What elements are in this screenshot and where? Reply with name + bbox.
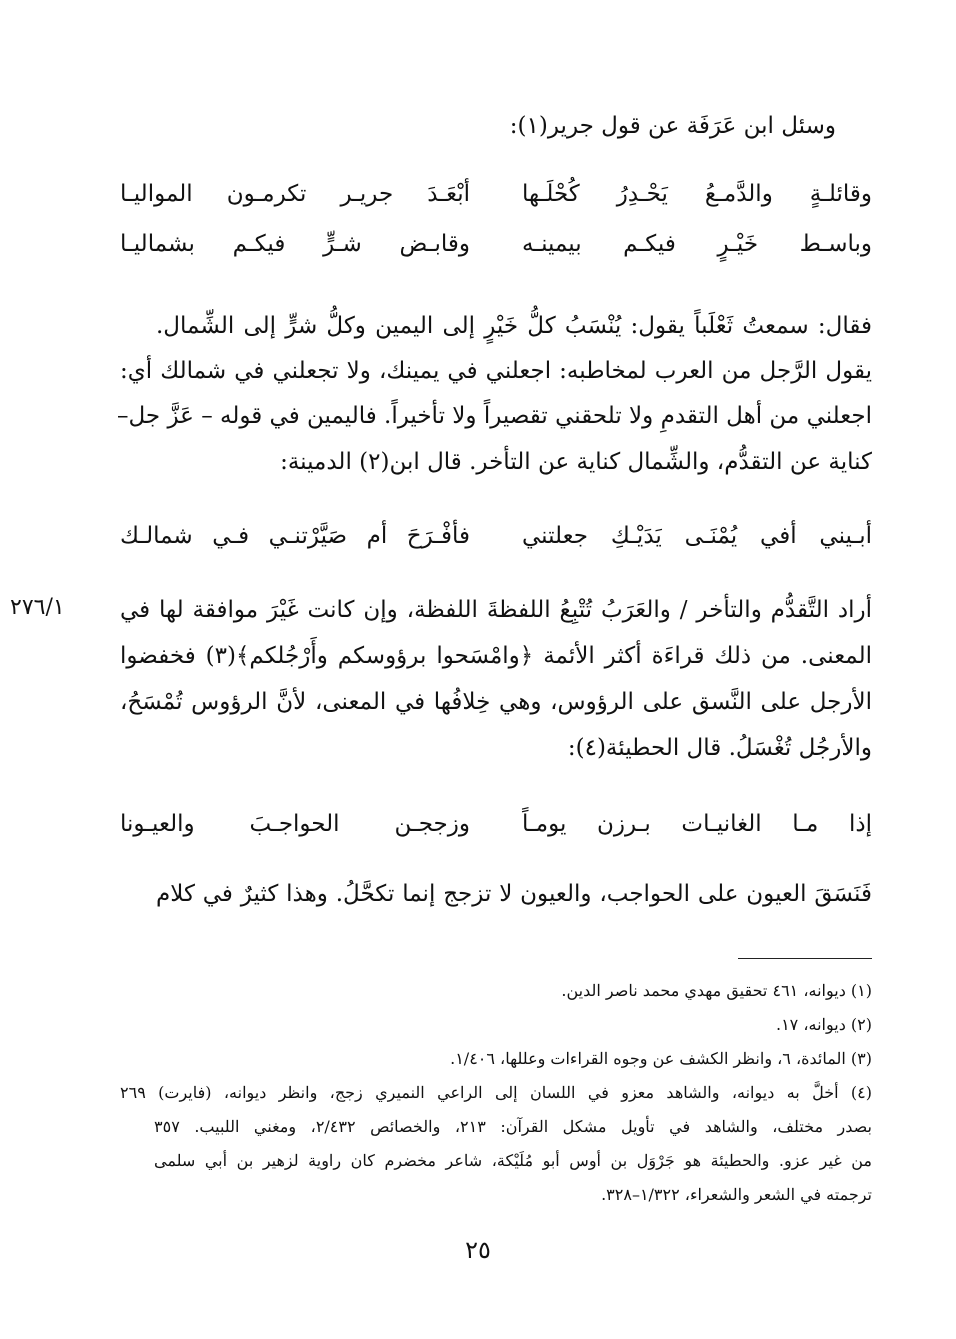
paragraph-2-line-3: الأرجل على النَّسق على الرؤوس، وهي خِلافُها في المعنى، لأنَّ الرؤوس تُمْسَحُ، <box>120 689 872 715</box>
verse-hemistich-left: وقابـض شـرٍّ فيكـم بشماليـا <box>120 231 470 257</box>
verse-3 <box>120 806 872 842</box>
paragraph-1-line-2: يقول الرَّجل من العرب لمخاطبه: اجعلني في يمينك، ولا تجعلني في شمالك أي: <box>120 358 872 384</box>
verse-hemistich-right: أبـيني أفي يُمْنَـى يَدَيْـكِ جعلتني <box>522 523 872 549</box>
verse-hemistich-left: فأفْـرَحَ أم صَيَّرْتنـي فـي شمالـك <box>120 523 470 549</box>
paragraph-1-line-3: اجعلني من أهل التقدمِ ولا تلحقني تقصيراً ولا تأخيراً. فاليمين في قوله – عَزَّ جل– <box>117 403 872 429</box>
paragraph-1-line-4: كناية عن التقدُّم، والشِّمال كناية عن التأخر. قال ابن(٢) الدمينة: <box>280 449 872 475</box>
footnote-2: (٢) ديوانه، ١٧. <box>775 1015 872 1034</box>
verse-hemistich-left: أبْعَـدَ جريـر تكرمـون المواليـا <box>120 181 470 207</box>
footnote-3: (٣) المائدة، ٦، وانظر الكشف عن وجوه القراءات وعللها، ١/٤٠٦. <box>450 1049 872 1068</box>
intro-line: وسئل ابن عَرَفَة عن قول جرير(١): <box>509 113 836 139</box>
footnote-4-line-2: بصدر مختلف، والشاهد في تأويل مشكل القرآن: ٢١٣، والخصائص ٢/٤٣٢، ومغني اللبيب. ٣٥٧ <box>154 1117 873 1136</box>
footnote-4-line-1: (٤) أخلَّ به ديوانه، والشاهد معزو في اللسان إلى الراعي النميري زجج، وانظر ديوانه، (فايرت) ٢٦٩ <box>120 1083 872 1102</box>
margin-reference: ٢٧٦/١ <box>10 595 65 620</box>
page-number: ٢٥ <box>465 1236 491 1264</box>
verse-hemistich-left: وزججـن الحواجـبَ والعيـونا <box>120 811 470 837</box>
verse-hemistich-right: وباسـط خَيْـرٍ فيكـم بيمينـه <box>522 231 872 257</box>
verse-hemistich-right: إذا مـا الغانيـات بـرزن يومـاً <box>522 811 872 837</box>
paragraph-2-line-4: والأرجُل تُغْسَلُ. قال الحطيئة(٤): <box>567 735 872 761</box>
verse-1-line-1 <box>120 176 872 212</box>
verse-1-line-2 <box>120 226 872 262</box>
verse-hemistich-right: وقائلـةٍ والدَّمـعُ يَحْـدِرُ كُحْلَـها <box>522 181 872 207</box>
footnote-1: (١) ديوانه، ٤٦١ تحقيق مهدي محمد ناصر الدين. <box>561 981 872 1000</box>
footnote-4-line-3: من غير عزو. والحطيئة هو جَرْوَل بن أوس أبو مُلَيْكة، شاعر مخضرم كان راوية لزهير بن أبي سلمى <box>154 1151 872 1170</box>
paragraph-3-line-1: فَنَسَقَ العيون على الحواجب، والعيون لا تزجج إنما تكحَّلُ. وهذا كثيرٌ في كلام <box>156 881 872 907</box>
footnote-4-line-4: ترجمته في الشعر والشعراء، ١/٣٢٢–٣٢٨. <box>601 1185 872 1204</box>
verse-2 <box>120 518 872 554</box>
paragraph-1-line-1: فقال: سمعتُ ثَعْلَباً يقول: يُنْسَبُ كلُّ خَيْرٍ إلى اليمين وكلُّ شرٍّ إلى الشِّمال. <box>156 313 872 339</box>
paragraph-2-line-1: أراد التَّقدُّم والتأخر / والعَرَبُ تُتْبِعُ اللفظةَ اللفظة، وإن كانت غَيْرَ موافقة لها في <box>120 597 872 623</box>
paragraph-2-line-2: المعنى. من ذلك قراءَة أكثر الأئمة ﴿وامْسَحوا برؤوسكم وأَرْجُلكم﴾(٣) فخفضوا <box>120 643 872 669</box>
footnote-separator <box>738 958 872 959</box>
